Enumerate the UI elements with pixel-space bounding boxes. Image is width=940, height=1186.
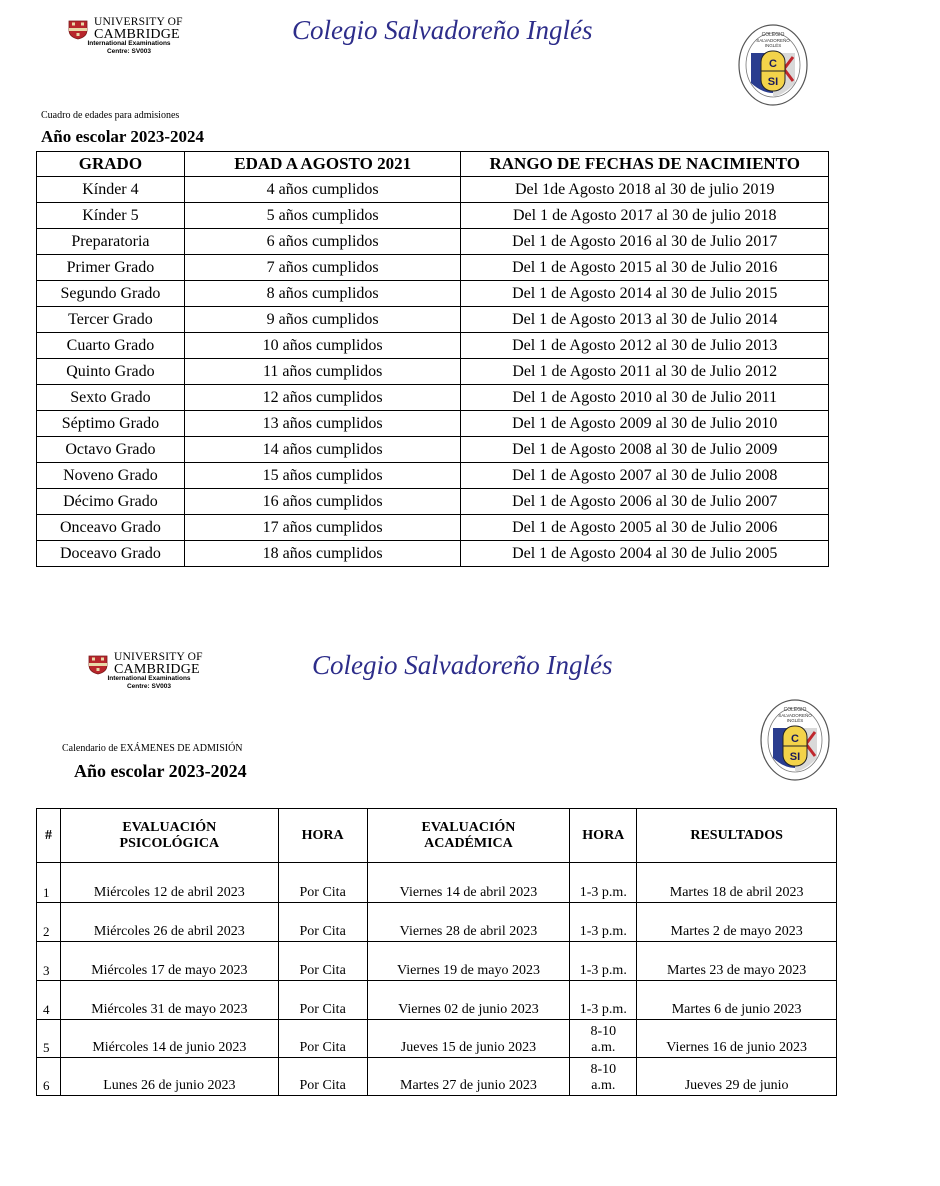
svg-text:C: C (769, 58, 777, 70)
rango-cell: Del 1de Agosto 2018 al 30 de julio 2019 (461, 177, 829, 203)
column-header-resultados: RESULTADOS (637, 809, 837, 863)
rango-cell: Del 1 de Agosto 2015 al 30 de Julio 2016 (461, 255, 829, 281)
age-ranges-table (36, 151, 829, 567)
rango-cell: Del 1 de Agosto 2009 al 30 de Julio 2010 (461, 411, 829, 437)
school-seal-icon (759, 698, 831, 782)
rango-cell: Del 1 de Agosto 2013 al 30 de Julio 2014 (461, 307, 829, 333)
table-row (37, 255, 829, 281)
edad-cell: 18 años cumplidos (184, 541, 461, 567)
psicologica-cell: Miércoles 14 de junio 2023 (60, 1020, 278, 1058)
svg-text:C: C (791, 733, 799, 745)
grado-cell: Tercer Grado (37, 307, 185, 333)
row-number: 3 (37, 942, 61, 981)
svg-text:INGLÉS: INGLÉS (764, 43, 782, 48)
resultados-cell: Martes 2 de mayo 2023 (637, 903, 837, 942)
age-table-subtitle: Cuadro de edades para admisiones (41, 110, 180, 121)
edad-cell: 11 años cumplidos (184, 359, 461, 385)
resultados-cell: Viernes 16 de junio 2023 (637, 1020, 837, 1058)
rango-cell: Del 1 de Agosto 2006 al 30 de Julio 2007 (461, 489, 829, 515)
psicologica-cell: Lunes 26 de junio 2023 (60, 1058, 278, 1096)
grado-cell: Décimo Grado (37, 489, 185, 515)
cambridge-crest-icon (68, 20, 88, 40)
resultados-cell: Martes 23 de mayo 2023 (637, 942, 837, 981)
cambridge-univ-line1: UNIVERSITY OF (114, 651, 203, 663)
grado-cell: Kínder 4 (37, 177, 185, 203)
edad-cell: 8 años cumplidos (184, 281, 461, 307)
table-row (37, 385, 829, 411)
table-row (37, 437, 829, 463)
edad-cell: 10 años cumplidos (184, 333, 461, 359)
grado-cell: Primer Grado (37, 255, 185, 281)
edad-cell: 6 años cumplidos (184, 229, 461, 255)
table-row (37, 1058, 837, 1096)
grado-cell: Séptimo Grado (37, 411, 185, 437)
table-row (37, 333, 829, 359)
svg-text:SALVADOREÑO: SALVADOREÑO (756, 38, 790, 43)
resultados-cell: Jueves 29 de junio (637, 1058, 837, 1096)
table-row (37, 1020, 837, 1058)
table-row (37, 463, 829, 489)
table-row (37, 177, 829, 203)
table-row (37, 359, 829, 385)
grado-cell: Quinto Grado (37, 359, 185, 385)
academica-cell: Jueves 15 de junio 2023 (367, 1020, 570, 1058)
rango-cell: Del 1 de Agosto 2012 al 30 de Julio 2013 (461, 333, 829, 359)
svg-text:COLEGIO: COLEGIO (761, 32, 785, 38)
table-row (37, 863, 837, 903)
age-table-year: Año escolar 2023-2024 (41, 127, 205, 146)
edad-cell: 13 años cumplidos (184, 411, 461, 437)
edad-cell: 4 años cumplidos (184, 177, 461, 203)
exam-calendar-year: Año escolar 2023-2024 (74, 761, 247, 781)
rango-cell: Del 1 de Agosto 2010 al 30 de Julio 2011 (461, 385, 829, 411)
exam-calendar-table (36, 808, 837, 1096)
column-header-grado: GRADO (37, 152, 185, 177)
cambridge-centre: Centre: SV003 (106, 48, 152, 55)
rango-cell: Del 1 de Agosto 2017 al 30 de julio 2018 (461, 203, 829, 229)
rango-cell: Del 1 de Agosto 2007 al 30 de Julio 2008 (461, 463, 829, 489)
column-header-hora-2: HORA (570, 809, 637, 863)
psicologica-cell: Miércoles 31 de mayo 2023 (60, 981, 278, 1020)
grado-cell: Cuarto Grado (37, 333, 185, 359)
grado-cell: Octavo Grado (37, 437, 185, 463)
edad-cell: 17 años cumplidos (184, 515, 461, 541)
table-row (37, 903, 837, 942)
edad-cell: 15 años cumplidos (184, 463, 461, 489)
edad-cell: 12 años cumplidos (184, 385, 461, 411)
academica-cell: Viernes 02 de junio 2023 (367, 981, 570, 1020)
table-row (37, 411, 829, 437)
hora-cell: Por Cita (278, 903, 367, 942)
hora-cell: Por Cita (278, 981, 367, 1020)
rango-cell: Del 1 de Agosto 2014 al 30 de Julio 2015 (461, 281, 829, 307)
cambridge-crest-icon (88, 655, 108, 675)
column-header-edad: EDAD A AGOSTO 2021 (184, 152, 461, 177)
column-header-hora-1: HORA (278, 809, 367, 863)
svg-text:COLEGIO: COLEGIO (783, 707, 807, 713)
svg-text:SALVADOREÑO: SALVADOREÑO (778, 713, 812, 718)
edad-cell: 7 años cumplidos (184, 255, 461, 281)
grado-cell: Segundo Grado (37, 281, 185, 307)
table-header-row (37, 809, 837, 863)
cambridge-ie-line1: International Examinations (107, 675, 191, 682)
cambridge-univ-line2: CAMBRIDGE (94, 27, 180, 42)
hora-cell: 8-10 a.m. (570, 1058, 637, 1096)
table-row (37, 307, 829, 333)
hora-cell: 1-3 p.m. (570, 981, 637, 1020)
table-row (37, 515, 829, 541)
svg-text:SI: SI (789, 751, 801, 763)
table-row (37, 942, 837, 981)
school-seal-icon (737, 23, 809, 107)
hora-cell: 1-3 p.m. (570, 903, 637, 942)
rango-cell: Del 1 de Agosto 2008 al 30 de Julio 2009 (461, 437, 829, 463)
resultados-cell: Martes 6 de junio 2023 (637, 981, 837, 1020)
grado-cell: Preparatoria (37, 229, 185, 255)
school-name-heading: Colegio Salvadoreño Inglés (292, 15, 593, 45)
academica-cell: Viernes 28 de abril 2023 (367, 903, 570, 942)
grado-cell: Noveno Grado (37, 463, 185, 489)
hora-cell: 8-10 a.m. (570, 1020, 637, 1058)
svg-text:SI: SI (767, 76, 779, 88)
academica-cell: Viernes 14 de abril 2023 (367, 863, 570, 903)
table-row (37, 489, 829, 515)
rango-cell: Del 1 de Agosto 2005 al 30 de Julio 2006 (461, 515, 829, 541)
grado-cell: Sexto Grado (37, 385, 185, 411)
hora-cell: 1-3 p.m. (570, 942, 637, 981)
grado-cell: Kínder 5 (37, 203, 185, 229)
academica-cell: Martes 27 de junio 2023 (367, 1058, 570, 1096)
cambridge-univ-line1: UNIVERSITY OF (94, 16, 183, 28)
cambridge-univ-line2: CAMBRIDGE (114, 662, 200, 677)
rango-cell: Del 1 de Agosto 2016 al 30 de Julio 2017 (461, 229, 829, 255)
hora-cell: Por Cita (278, 1058, 367, 1096)
psicologica-cell: Miércoles 26 de abril 2023 (60, 903, 278, 942)
hora-cell: 1-3 p.m. (570, 863, 637, 903)
table-header-row (37, 152, 829, 177)
hora-cell: Por Cita (278, 1020, 367, 1058)
psicologica-cell: Miércoles 17 de mayo 2023 (60, 942, 278, 981)
grado-cell: Doceavo Grado (37, 541, 185, 567)
table-row (37, 981, 837, 1020)
edad-cell: 16 años cumplidos (184, 489, 461, 515)
exam-calendar-subtitle: Calendario de EXÁMENES DE ADMISIÓN (62, 743, 243, 754)
cambridge-ie-line1: International Examinations (87, 40, 171, 47)
hora-cell: Por Cita (278, 863, 367, 903)
column-header-psicologica: EVALUACIÓN PSICOLÓGICA (60, 809, 278, 863)
row-number: 4 (37, 981, 61, 1020)
academica-cell: Viernes 19 de mayo 2023 (367, 942, 570, 981)
psicologica-cell: Miércoles 12 de abril 2023 (60, 863, 278, 903)
row-number: 5 (37, 1020, 61, 1058)
edad-cell: 14 años cumplidos (184, 437, 461, 463)
row-number: 2 (37, 903, 61, 942)
table-row (37, 541, 829, 567)
table-row (37, 229, 829, 255)
rango-cell: Del 1 de Agosto 2004 al 30 de Julio 2005 (461, 541, 829, 567)
table-row (37, 203, 829, 229)
column-header-rango: RANGO DE FECHAS DE NACIMIENTO (461, 152, 829, 177)
grado-cell: Onceavo Grado (37, 515, 185, 541)
row-number: 1 (37, 863, 61, 903)
edad-cell: 5 años cumplidos (184, 203, 461, 229)
svg-text:INGLÉS: INGLÉS (786, 718, 804, 723)
column-header-number: # (37, 809, 61, 863)
resultados-cell: Martes 18 de abril 2023 (637, 863, 837, 903)
cambridge-centre: Centre: SV003 (126, 683, 172, 690)
row-number: 6 (37, 1058, 61, 1096)
rango-cell: Del 1 de Agosto 2011 al 30 de Julio 2012 (461, 359, 829, 385)
table-row (37, 281, 829, 307)
hora-cell: Por Cita (278, 942, 367, 981)
column-header-academica: EVALUACIÓN ACADÉMICA (367, 809, 570, 863)
school-name-heading-2: Colegio Salvadoreño Inglés (312, 650, 613, 680)
edad-cell: 9 años cumplidos (184, 307, 461, 333)
